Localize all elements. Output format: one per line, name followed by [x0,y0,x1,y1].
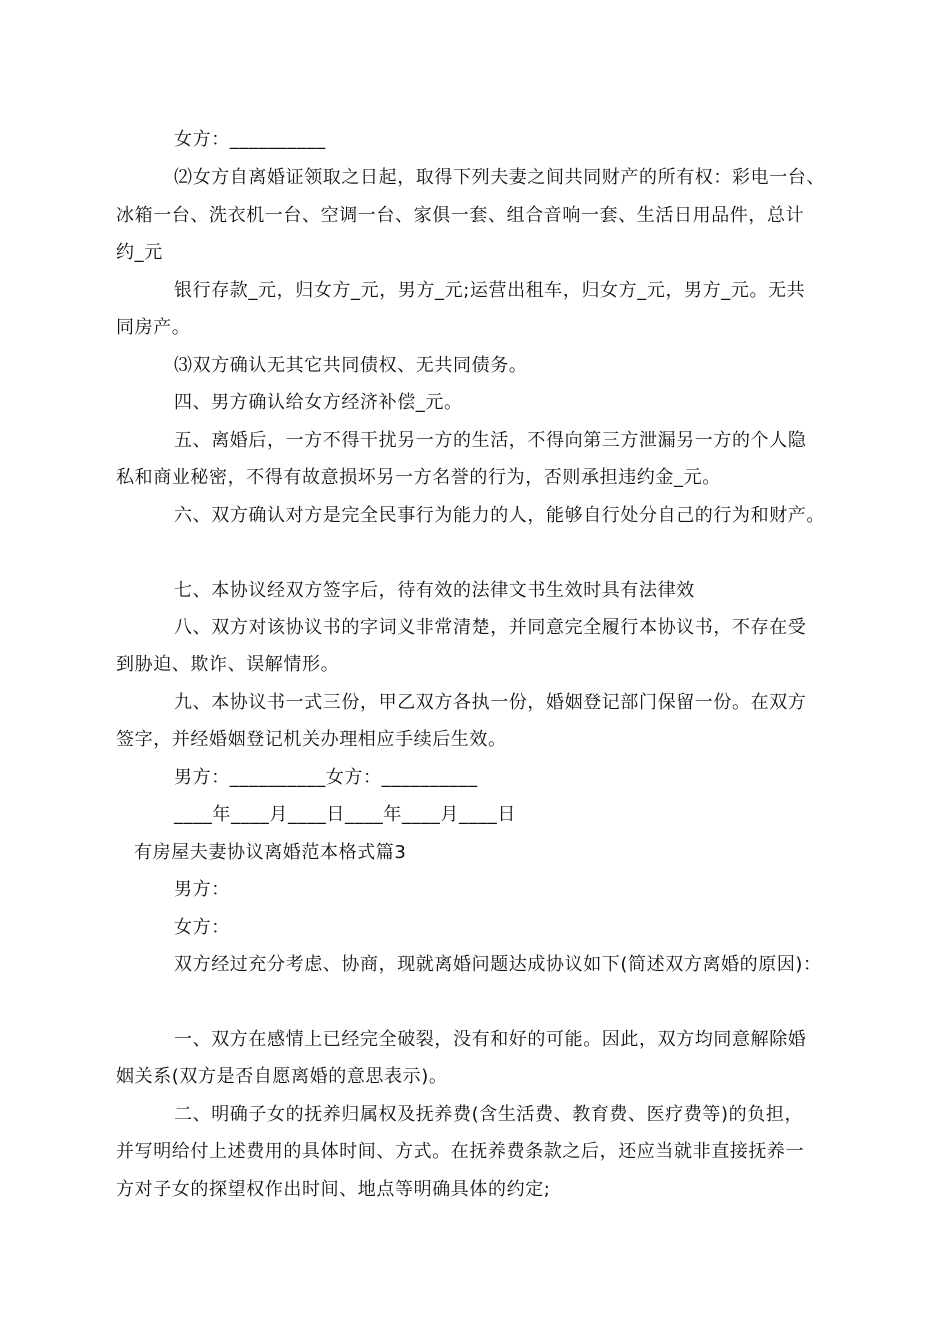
section-4-paragraph: 四、男方确认给女方经济补偿_元。 [174,392,463,413]
article-2-paragraph-line: 并写明给付上述费用的具体时间、方式。在抚养费条款之后，还应当就非直接抚养一 [116,1141,805,1162]
article-1-paragraph-line: 姻关系(双方是否自愿离婚的意思表示)。 [116,1066,448,1087]
female-party-signature-line: 女方：__________ [174,129,326,150]
section-8-paragraph-line: 八、双方对该协议书的字词义非常清楚，并同意完全履行本协议书，不存在受 [174,617,807,638]
intro-paragraph: 双方经过充分考虑、协商，现就离婚问题达成协议如下(简述双方离婚的原因)： [174,954,822,975]
clause-2-paragraph-line: 冰箱一台、洗衣机一台、空调一台、家俱一套、组合音响一套、生活日用品件，总计 [116,205,805,226]
female-party-label: 女方： [174,917,230,938]
section-9-paragraph-line: 签字，并经婚姻登记机关办理相应手续后生效。 [116,729,507,750]
article-2-paragraph-line: 方对子女的探望权作出时间、地点等明确具体的约定; [116,1179,551,1200]
article-2-paragraph-line: 二、明确子女的抚养归属权及抚养费(含生活费、教育费、医疗费等)的负担， [174,1104,804,1125]
section-5-paragraph-line: 私和商业秘密，不得有故意损坏另一方名誉的行为，否则承担违约金_元。 [116,467,721,488]
section-5-paragraph-line: 五、离婚后，一方不得干扰另一方的生活，不得向第三方泄漏另一方的个人隐 [174,430,807,451]
section-heading: 有房屋夫妻协议离婚范本格式篇3 [134,842,407,863]
section-8-paragraph-line: 到胁迫、欺诈、误解情形。 [116,654,340,675]
bank-deposit-paragraph-line: 银行存款_元，归女方_元，男方_元;运营出租车，归女方_元，男方_元。无共 [174,280,806,301]
date-line: ____年____月____日____年____月____日 [174,804,516,825]
male-party-label: 男方： [174,879,230,900]
section-7-paragraph: 七、本协议经双方签字后，待有效的法律文书生效时具有法律效 [174,580,695,601]
section-9-paragraph-line: 九、本协议书一式三份，甲乙双方各执一份，婚姻登记部门保留一份。在双方 [174,692,807,713]
article-1-paragraph-line: 一、双方在感情上已经完全破裂，没有和好的可能。因此，双方均同意解除婚 [174,1029,807,1050]
clause-3-paragraph: ⑶双方确认无其它共同债权、无共同债务。 [174,355,528,376]
bank-deposit-paragraph-line: 同房产。 [116,317,191,338]
clause-2-paragraph-line: ⑵女方自离婚证领取之日起，取得下列夫妻之间共同财产的所有权：彩电一台、 [174,167,825,188]
section-6-paragraph: 六、双方确认对方是完全民事行为能力的人，能够自行处分自己的行为和财产。 [174,505,825,526]
clause-2-paragraph-line: 约_元 [116,242,163,263]
signature-line: 男方：__________女方：__________ [174,767,478,788]
